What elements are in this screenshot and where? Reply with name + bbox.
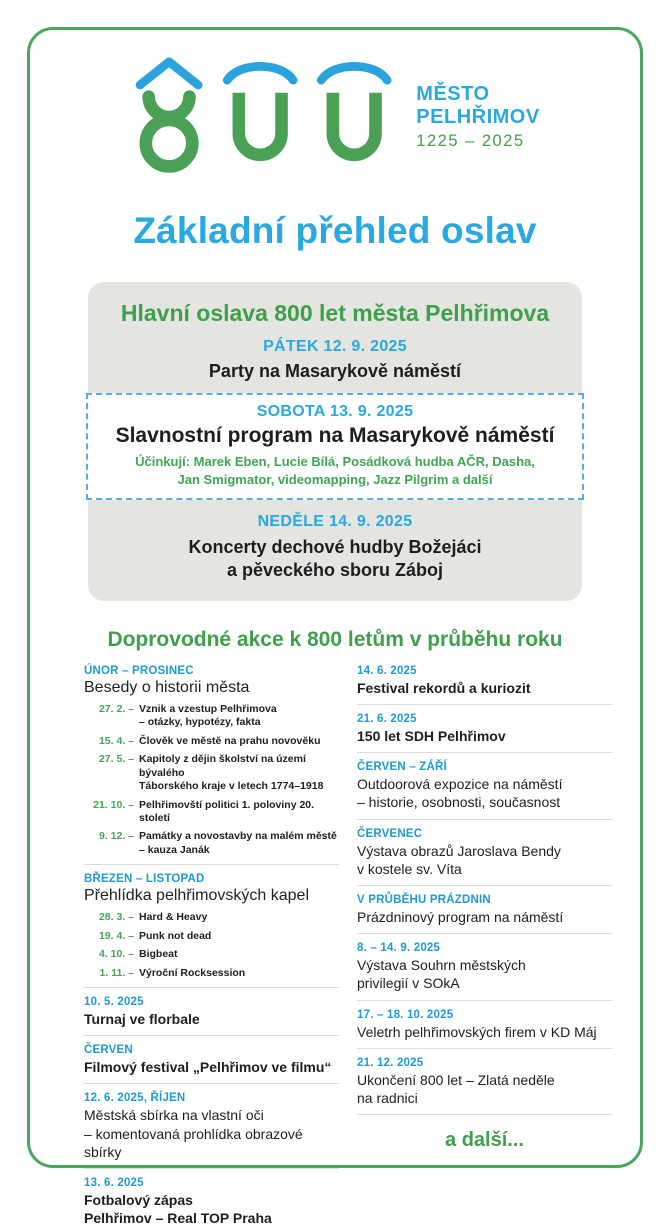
event-text: Prázdninový program na náměstí <box>357 909 564 925</box>
event-block <box>357 894 612 926</box>
item-text: Pelhřimovští politici 1. poloviny 20. století <box>139 798 315 824</box>
wave-roof-icon <box>228 66 294 80</box>
main-event-box <box>88 282 582 601</box>
column-divider <box>357 1048 612 1049</box>
column-divider <box>84 864 339 865</box>
event-text: Výstava obrazů Jaroslava Bendy v kostele sv. Víta <box>357 842 561 877</box>
column-divider <box>84 1083 339 1084</box>
digit-0 <box>239 93 282 155</box>
period-label: 21. 12. 2025 <box>357 1056 424 1069</box>
event-block <box>84 1177 339 1227</box>
logo-wordmark <box>416 83 539 150</box>
event-item <box>84 930 339 943</box>
right-column <box>357 665 612 1227</box>
event-item <box>84 830 339 857</box>
roof-icon <box>140 62 198 85</box>
item-text: Památky a novostavby na malém městě – kauza Janák <box>139 830 337 856</box>
item-text: Člověk ve městě na prahu novověku <box>139 734 321 747</box>
sunday-event <box>110 536 560 583</box>
event-item <box>84 735 339 748</box>
period-label: ČERVEN – ZÁŘÍ <box>357 761 447 774</box>
event-block <box>357 1057 612 1107</box>
event-text: 150 let SDH Pelhřimov <box>357 728 506 745</box>
column-divider <box>84 1035 339 1036</box>
saturday-lineup-line2: Jan Smigmator, videomapping, Jazz Pilgrim a další <box>177 471 493 487</box>
item-date: 21. 10. – <box>93 798 134 811</box>
wave-roof-icon <box>322 66 388 80</box>
event-item <box>84 967 339 980</box>
friday-date: PÁTEK 12. 9. 2025 <box>263 338 407 355</box>
saturday-lineup-line1: Účinkují: Marek Eben, Lucie Bílá, Posádková hudba AČR, Dasha, <box>135 454 535 469</box>
item-text: Punk not dead <box>139 929 212 942</box>
logo-city-line1: MĚSTO <box>416 83 490 106</box>
item-text: Kapitoly z dějin školství na území bývalého Táborského kraje v letech 1774–1918 <box>139 753 324 793</box>
item-date: 1. 11. – <box>99 966 134 979</box>
column-divider <box>357 752 612 753</box>
item-date: 4. 10. – <box>98 948 134 961</box>
item-date: 28. 3. – <box>98 911 134 924</box>
column-divider <box>357 1000 612 1001</box>
logo-years: 1225 – 2025 <box>416 132 525 151</box>
item-text: Bigbeat <box>139 948 178 961</box>
column-divider <box>357 704 612 705</box>
saturday-lineup <box>102 453 568 488</box>
item-text: Vznik a vzestup Pelhřimova – otázky, hypotézy, fakta <box>139 702 277 729</box>
friday-event: Party na Masarykově náměstí <box>208 361 462 381</box>
item-text: Výroční Rocksession <box>139 966 246 979</box>
event-item <box>84 753 339 793</box>
event-text: Turnaj ve florbale <box>84 1011 200 1027</box>
event-group-title: Besedy o historii města <box>84 678 250 696</box>
event-block <box>84 1044 339 1076</box>
event-block <box>84 1092 339 1161</box>
logo-800-icon <box>130 54 402 180</box>
event-item <box>84 799 339 826</box>
column-divider <box>84 987 339 988</box>
period-label: ČERVEN <box>84 1044 133 1057</box>
period-label: 13. 6. 2025 <box>84 1176 144 1189</box>
period-label: ÚNOR – PROSINEC <box>84 664 194 677</box>
period-label: 17. – 18. 10. 2025 <box>357 1008 454 1021</box>
sunday-event-line1: Koncerty dechové hudby Božejáci <box>188 537 482 558</box>
digit-0 <box>333 93 376 155</box>
event-block <box>357 1009 612 1041</box>
digit-8-bowl <box>146 120 193 167</box>
item-date: 27. 5. – <box>98 753 134 766</box>
period-label: BŘEZEN – LISTOPAD <box>84 873 205 886</box>
item-date: 9. 12. – <box>98 830 134 843</box>
item-date: 15. 4. – <box>98 734 134 747</box>
event-block <box>357 942 612 992</box>
footer-note: a další... <box>445 1129 524 1152</box>
event-block <box>84 665 339 857</box>
sunday-date: NEDĚLE 14. 9. 2025 <box>257 513 413 531</box>
event-text: Festival rekordů a kuriozit <box>357 679 531 696</box>
period-label: 10. 5. 2025 <box>84 996 144 1008</box>
event-text: Městská sbírka na vlastní oči – komentovaná prohlídka obrazové sbírky <box>84 1107 303 1160</box>
event-text: Filmový festival „Pelhřimov ve filmu“ <box>84 1059 332 1076</box>
period-label: 8. – 14. 9. 2025 <box>357 942 441 955</box>
event-text: Ukončení 800 let – Zlatá neděle na radnici <box>357 1071 555 1106</box>
column-divider <box>357 933 612 934</box>
event-block <box>357 713 612 745</box>
event-block <box>357 665 612 697</box>
column-divider <box>357 819 612 820</box>
period-label: 21. 6. 2025 <box>357 713 417 726</box>
column-divider <box>84 1168 339 1169</box>
event-item <box>84 948 339 961</box>
event-text: Výstava Souhrn městských privilegií v SOkA <box>357 957 526 992</box>
item-date: 19. 4. – <box>98 929 134 942</box>
logo-800 <box>0 0 670 180</box>
saturday-date: SOBOTA 13. 9. 2025 <box>256 403 414 420</box>
event-group-title: Přehlídka pelhřimovských kapel <box>84 887 309 905</box>
event-text: Outdoorová expozice na náměstí – historie, osobnosti, současnost <box>357 776 563 811</box>
saturday-event: Slavnostní program na Masarykově náměstí <box>115 424 555 447</box>
period-label: 14. 6. 2025 <box>357 664 417 677</box>
period-label: ČERVENEC <box>357 827 423 840</box>
item-date: 27. 2. – <box>98 702 134 715</box>
period-label: 12. 6. 2025, ŘÍJEN <box>84 1092 186 1105</box>
sunday-event-line2: a pěveckého sboru Záboj <box>226 560 444 581</box>
event-item <box>84 911 339 924</box>
saturday-highlight-box <box>86 393 584 500</box>
event-item <box>84 703 339 730</box>
main-event-title: Hlavní oslava 800 let města Pelhřimova <box>120 300 550 326</box>
event-block <box>357 828 612 878</box>
side-events-title: Doprovodné akce k 800 letům v průběhu roku <box>107 627 563 651</box>
period-label: V PRŮBĚHU PRÁZDNIN <box>357 894 491 906</box>
event-block <box>84 873 339 980</box>
event-text: Fotbalový zápas Pelhřimov – Real TOP Praha <box>84 1191 272 1227</box>
event-block <box>84 996 339 1028</box>
column-divider <box>357 1114 612 1115</box>
item-text: Hard & Heavy <box>139 911 208 924</box>
left-column <box>84 665 339 1227</box>
column-divider <box>357 885 612 886</box>
side-events-columns <box>84 665 612 1227</box>
event-block <box>357 761 612 811</box>
page-title: Základní přehled oslav <box>133 210 537 251</box>
event-text: Veletrh pelhřimovských firem v KD Máj <box>357 1023 597 1040</box>
logo-city-line2: PELHŘIMOV <box>416 105 540 128</box>
